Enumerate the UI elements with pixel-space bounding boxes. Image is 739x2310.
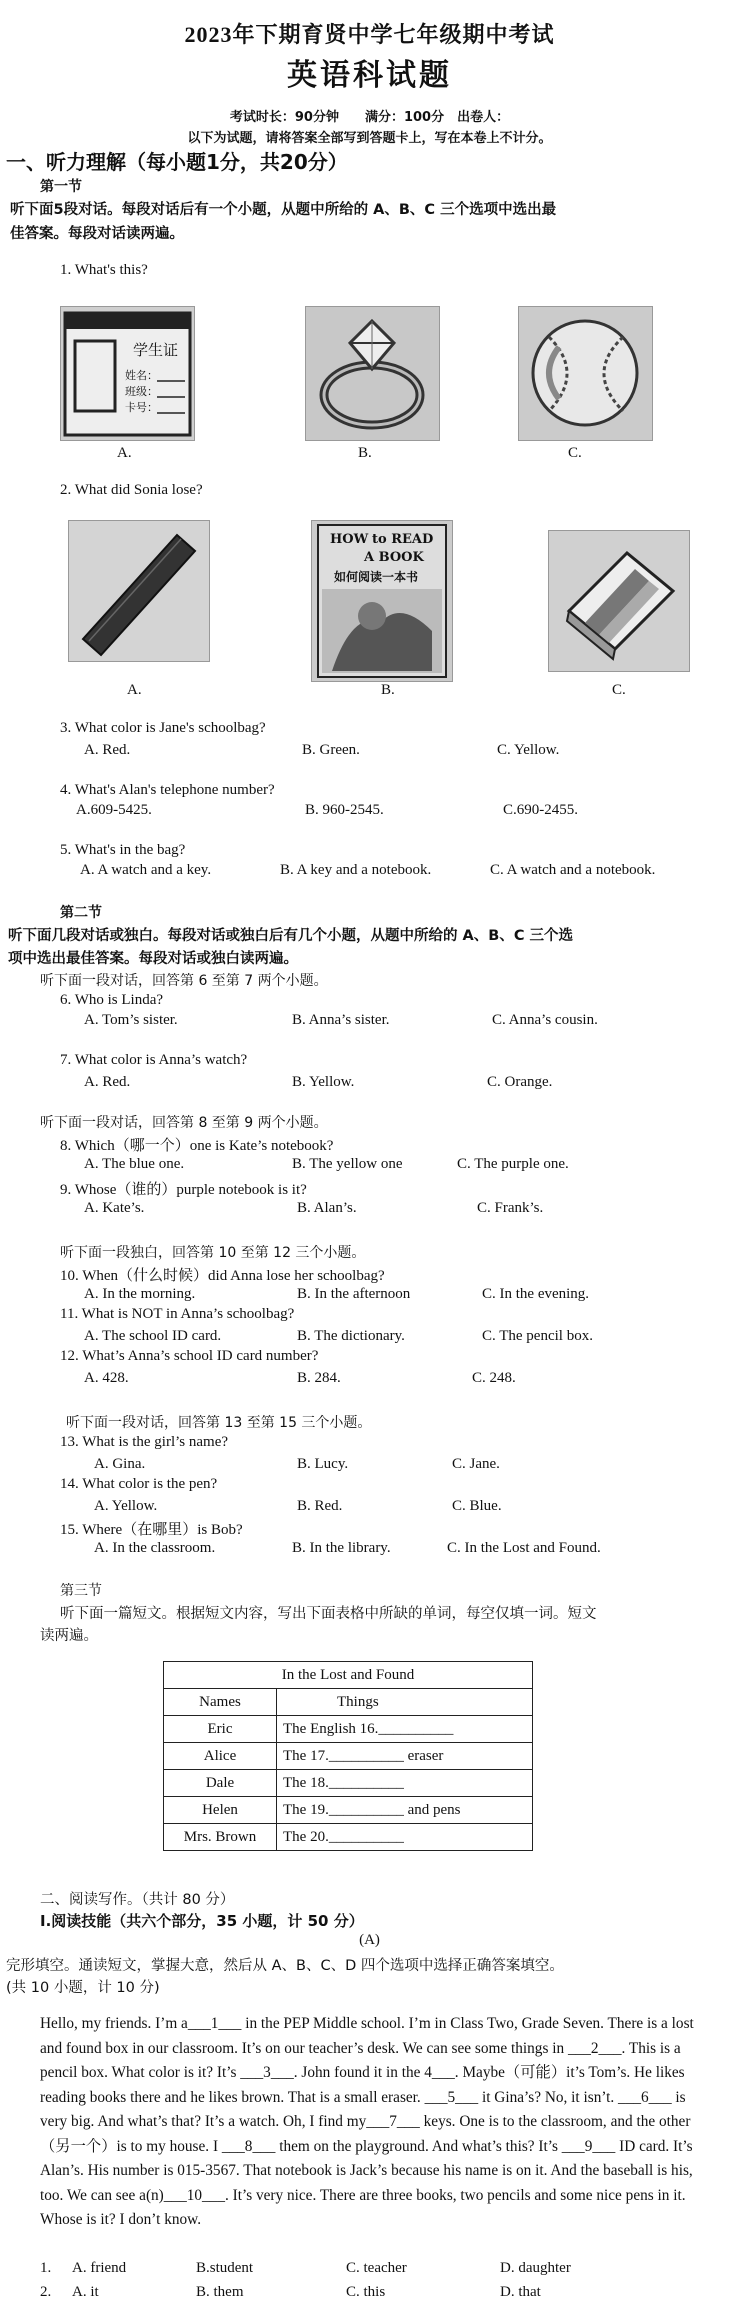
q6-option-b: B. Anna’s sister. bbox=[292, 1012, 390, 1028]
q12-option-c: C. 248. bbox=[472, 1370, 516, 1386]
q13-option-a: A. Gina. bbox=[94, 1456, 146, 1472]
cloze-instruction-line2: (共 10 小题，计 10 分) bbox=[6, 1980, 160, 1996]
question-5: 5. What's in the bag? bbox=[60, 842, 186, 858]
section2-label: 第二节 bbox=[60, 905, 102, 921]
q14-option-a: A. Yellow. bbox=[94, 1498, 158, 1514]
answer-1-option-c: C. teacher bbox=[346, 2260, 407, 2276]
q3-option-b: B. Green. bbox=[302, 742, 360, 758]
part2-heading: 二、阅读写作。（共计 80 分） bbox=[40, 1892, 235, 1908]
question-3: 3. What color is Jane's schoolbag? bbox=[60, 720, 266, 736]
exam-note: 以下为试题，请将答案全部写到答题卡上，写在本卷上不计分。 bbox=[187, 131, 552, 146]
answer-2-option-b: B. them bbox=[196, 2284, 244, 2300]
q1-option-a: A. bbox=[117, 445, 132, 461]
table-row bbox=[164, 1770, 533, 1797]
q12-option-b: B. 284. bbox=[297, 1370, 341, 1386]
exam-meta: 考试时长：90分钟 满分：100分 出卷人： bbox=[229, 110, 510, 125]
q2-option-c: C. bbox=[612, 682, 626, 698]
q4-option-a: A.609-5425. bbox=[76, 802, 152, 818]
answer-2-option-d: D. that bbox=[500, 2284, 541, 2300]
table-cell-name: Helen bbox=[164, 1797, 277, 1824]
book-title-how: HOW bbox=[330, 532, 369, 547]
q11-option-b: B. The dictionary. bbox=[297, 1328, 405, 1344]
q14-option-c: C. Blue. bbox=[452, 1498, 502, 1514]
q4-option-b: B. 960-2545. bbox=[305, 802, 384, 818]
section1-label: 第一节 bbox=[40, 179, 82, 195]
table-row bbox=[164, 1797, 533, 1824]
section1-instruction-line1: 听下面5段对话。每段对话后有一个小题，从题中所给的 A、B、C 三个选项中选出最 bbox=[10, 202, 557, 218]
q14-option-b: B. Red. bbox=[297, 1498, 343, 1514]
section1-instruction-line2: 佳答案。每段对话读两遍。 bbox=[10, 226, 184, 242]
q1-option-b: B. bbox=[358, 445, 372, 461]
card-title-text: 学生证 bbox=[133, 341, 179, 359]
answer-1-option-b: B.student bbox=[196, 2260, 254, 2276]
q7-option-b: B. Yellow. bbox=[292, 1074, 355, 1090]
question-9: 9. Whose（谁的）purple notebook is it? bbox=[60, 1182, 307, 1198]
table-cell-name: Alice bbox=[164, 1743, 277, 1770]
q7-option-c: C. Orange. bbox=[487, 1074, 553, 1090]
book-title-a-book: A BOOK bbox=[364, 550, 424, 565]
cloze-passage: Hello, my friends. I’m a___1___ in the PEP Middle school. I’m in Class Two, Grade Seven. There is a lost and found box in our classroom. It’s on our teacher’s desk. We can see some things in ___2___. This is a pencil box. What color is it? It’s ___3___. John found it in the 4___. Maybe（可能）it’s Tom’s. He likes reading books there and he likes brown. That is a small eraser. ___5___ it Gina’s? No, it isn’t. ___6___ is very big. And what’s that? It’s a watch. Oh, I find my___7___ keys. One is to the classroom, and the other（另一个）is to my house. I ___8___ them on the playground. And what’s this? It’s ___9___ ID card. It’s Alan’s. His number is 015-3567. That notebook is Jack’s because his name is on it. And the baseball is his, too. We can see a(n)___10___. It’s very nice. There are three books, two pencils and some nice pens in it. Whose is it? I don’t know. bbox=[40, 2015, 694, 2228]
q13-option-c: C. Jane. bbox=[452, 1456, 500, 1472]
q15-option-b: B. In the library. bbox=[292, 1540, 391, 1556]
question-13: 13. What is the girl’s name? bbox=[60, 1434, 229, 1450]
q12-option-a: A. 428. bbox=[84, 1370, 129, 1386]
table-caption-row bbox=[164, 1662, 533, 1689]
table-cell-thing: The 19.__________ and pens bbox=[277, 1797, 533, 1824]
ruler-picture bbox=[68, 520, 210, 662]
table-cell-thing: The 17.__________ eraser bbox=[277, 1743, 533, 1770]
q1-option-c: C. bbox=[568, 445, 582, 461]
table-row bbox=[164, 1743, 533, 1770]
q8-option-c: C. The purple one. bbox=[457, 1156, 569, 1172]
card-number-field: 卡号： bbox=[125, 401, 158, 414]
table-cell-thing: The 20.__________ bbox=[277, 1824, 533, 1851]
q8-option-a: A. The blue one. bbox=[84, 1156, 185, 1172]
diamond-ring-picture bbox=[305, 306, 440, 441]
question-4: 4. What's Alan's telephone number? bbox=[60, 782, 275, 798]
lead-q13-q15: 听下面一段对话，回答第 13 至第 15 三个小题。 bbox=[66, 1415, 372, 1431]
baseball-picture bbox=[518, 306, 653, 441]
question-8: 8. Which（哪一个）one is Kate’s notebook? bbox=[60, 1138, 334, 1154]
part2-subheading: Ⅰ.阅读技能（共六个部分，35 小题，计 50 分） bbox=[40, 1912, 364, 1930]
q10-option-b: B. In the afternoon bbox=[297, 1286, 411, 1302]
table-row bbox=[164, 1824, 533, 1851]
part1-heading: 一、听力理解（每小题1分，共20分） bbox=[6, 150, 348, 174]
book-picture bbox=[311, 520, 453, 682]
question-7: 7. What color is Anna’s watch? bbox=[60, 1052, 248, 1068]
q2-option-a: A. bbox=[127, 682, 142, 698]
q10-option-c: C. In the evening. bbox=[482, 1286, 590, 1302]
answer-1-option-d: D. daughter bbox=[500, 2260, 571, 2276]
section3-label: 第三节 bbox=[60, 1583, 102, 1599]
q15-option-c: C. In the Lost and Found. bbox=[447, 1540, 601, 1556]
eraser-picture bbox=[548, 530, 690, 672]
table-caption: In the Lost and Found bbox=[164, 1662, 533, 1689]
q6-option-a: A. Tom’s sister. bbox=[84, 1012, 178, 1028]
exam-title: 2023年下期育贤中学七年级期中考试 bbox=[184, 22, 555, 47]
answer-2-number: 2. bbox=[40, 2284, 52, 2300]
q3-option-c: C. Yellow. bbox=[497, 742, 560, 758]
section2-instruction-line1: 听下面几段对话或独白。每段对话或独白后有几个小题，从题中所给的 A、B、C 三个选 bbox=[8, 928, 574, 944]
question-14: 14. What color is the pen? bbox=[60, 1476, 218, 1492]
q10-option-a: A. In the morning. bbox=[84, 1286, 196, 1302]
q13-option-b: B. Lucy. bbox=[297, 1456, 349, 1472]
lead-q8-q9: 听下面一段对话，回答第 8 至第 9 两个小题。 bbox=[40, 1115, 328, 1131]
question-6: 6. Who is Linda? bbox=[60, 992, 164, 1008]
cloze-instruction-line1: 完形填空。通读短文，掌握大意，然后从 A、B、C、D 四个选项中选择正确答案填空。 bbox=[6, 1958, 564, 1974]
section3-instruction-line2: 读两遍。 bbox=[40, 1628, 98, 1644]
exam-subject-title: 英语科试题 bbox=[287, 59, 452, 92]
q7-option-a: A. Red. bbox=[84, 1074, 131, 1090]
table-cell-name: Eric bbox=[164, 1716, 277, 1743]
lead-q6-q7: 听下面一段对话，回答第 6 至第 7 两个小题。 bbox=[40, 973, 328, 989]
q6-option-c: C. Anna’s cousin. bbox=[492, 1012, 598, 1028]
question-10: 10. When（什么时候）did Anna lose her schoolbag? bbox=[60, 1268, 385, 1284]
lead-q10-q12: 听下面一段独白，回答第 10 至第 12 三个小题。 bbox=[60, 1245, 366, 1261]
table-cell-name: Dale bbox=[164, 1770, 277, 1797]
section2-instruction-line2: 项中选出最佳答案。每段对话或独白读两遍。 bbox=[8, 951, 298, 967]
table-cell-name: Mrs. Brown bbox=[164, 1824, 277, 1851]
table-header-things: Things bbox=[277, 1689, 533, 1716]
student-card-picture bbox=[60, 306, 195, 441]
book-chinese-title: 如何阅读一本书 bbox=[334, 570, 419, 584]
question-12: 12. What’s Anna’s school ID card number? bbox=[60, 1348, 319, 1364]
q11-option-a: A. The school ID card. bbox=[84, 1328, 222, 1344]
book-title-to-read: to READ bbox=[372, 532, 434, 547]
passage-a-label: (A) bbox=[359, 1932, 380, 1948]
table-header-row bbox=[164, 1689, 533, 1716]
answer-1-number: 1. bbox=[40, 2260, 52, 2276]
q9-option-a: A. Kate’s. bbox=[84, 1200, 145, 1216]
q9-option-c: C. Frank’s. bbox=[477, 1200, 544, 1216]
question-1: 1. What's this? bbox=[60, 262, 148, 278]
question-2: 2. What did Sonia lose? bbox=[60, 482, 203, 498]
lost-and-found-table bbox=[163, 1661, 533, 1851]
card-name-field: 姓名： bbox=[125, 369, 158, 382]
q5-option-a: A. A watch and a key. bbox=[80, 862, 212, 878]
answer-1-option-a: A. friend bbox=[72, 2260, 127, 2276]
q5-option-b: B. A key and a notebook. bbox=[280, 862, 432, 878]
q5-option-c: C. A watch and a notebook. bbox=[490, 862, 656, 878]
q11-option-c: C. The pencil box. bbox=[482, 1328, 593, 1344]
q9-option-b: B. Alan’s. bbox=[297, 1200, 357, 1216]
q3-option-a: A. Red. bbox=[84, 742, 131, 758]
q4-option-c: C.690-2455. bbox=[503, 802, 578, 818]
table-cell-thing: The English 16.__________ bbox=[277, 1716, 533, 1743]
answer-2-option-c: C. this bbox=[346, 2284, 386, 2300]
table-header-names: Names bbox=[164, 1689, 277, 1716]
q15-option-a: A. In the classroom. bbox=[94, 1540, 216, 1556]
table-cell-thing: The 18.__________ bbox=[277, 1770, 533, 1797]
section3-instruction-line1: 听下面一篇短文。根据短文内容，写出下面表格中所缺的单词，每空仅填一词。短文 bbox=[60, 1606, 597, 1622]
answer-2-option-a: A. it bbox=[72, 2284, 99, 2300]
question-11: 11. What is NOT in Anna’s schoolbag? bbox=[60, 1306, 295, 1322]
question-15: 15. Where（在哪里）is Bob? bbox=[60, 1522, 243, 1538]
card-class-field: 班级： bbox=[125, 385, 158, 398]
q2-option-b: B. bbox=[381, 682, 395, 698]
q8-option-b: B. The yellow one bbox=[292, 1156, 403, 1172]
table-row bbox=[164, 1716, 533, 1743]
